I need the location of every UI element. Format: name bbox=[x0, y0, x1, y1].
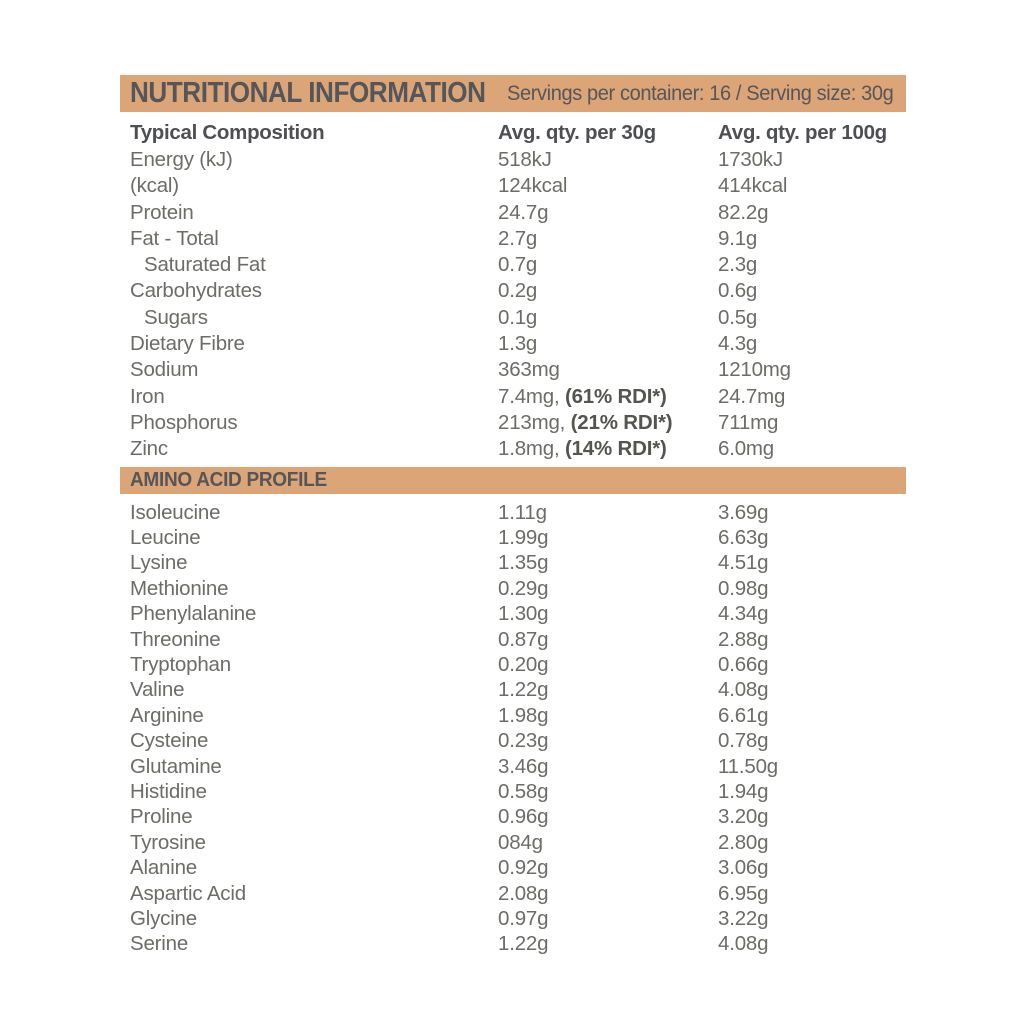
nutritional-information-header-bar bbox=[120, 75, 906, 112]
value-per-100g: 6.0mg bbox=[718, 437, 774, 461]
value-per-30g: 0.97g bbox=[498, 907, 549, 931]
row-label: Tyrosine bbox=[130, 830, 206, 854]
value-per-30g: 2.7g bbox=[498, 226, 538, 250]
value-per-30g: 0.92g bbox=[498, 856, 549, 880]
row-label: Threonine bbox=[130, 627, 221, 651]
amino-acid-row bbox=[120, 906, 906, 931]
value-per-100g: 0.98g bbox=[718, 576, 769, 600]
row-label: Carbohydrates bbox=[130, 279, 262, 303]
row-label: Zinc bbox=[130, 437, 168, 461]
nutrition-row bbox=[120, 278, 906, 304]
row-label: Glycine bbox=[130, 907, 197, 931]
amino-section-title: AMINO ACID PROFILE bbox=[130, 468, 327, 491]
value-per-100g: 4.34g bbox=[718, 602, 769, 626]
value-per-30g: 518kJ bbox=[498, 148, 552, 171]
value-per-30g: 0.2g bbox=[498, 279, 538, 303]
row-label: Sodium bbox=[130, 358, 199, 382]
value-per-30g: 1.99g bbox=[498, 525, 549, 549]
row-label: Leucine bbox=[130, 525, 201, 549]
value-per-100g: 3.06g bbox=[718, 856, 769, 880]
row-label: Sugars bbox=[144, 305, 208, 329]
value-per-30g: 363mg bbox=[498, 358, 560, 382]
amino-acid-row bbox=[120, 601, 906, 626]
amino-acid-row bbox=[120, 881, 906, 906]
row-label: Dietary Fibre bbox=[130, 332, 245, 356]
value-per-30g: 0.58g bbox=[498, 780, 549, 804]
value-per-30g: 1.30g bbox=[498, 602, 549, 626]
value-per-30g: 3.46g bbox=[498, 754, 549, 778]
value-per-30g: 213mg, (21% RDI*) bbox=[498, 410, 673, 434]
value-per-30g: 1.98g bbox=[498, 703, 549, 727]
row-label: (kcal) bbox=[130, 174, 179, 198]
value-per-30g: 124kcal bbox=[498, 174, 568, 198]
value-per-30g: 1.3g bbox=[498, 332, 538, 356]
nutrition-row bbox=[120, 331, 906, 357]
nutrition-row bbox=[120, 436, 906, 462]
nutrition-row bbox=[120, 252, 906, 278]
value-per-100g: 24.7mg bbox=[718, 384, 786, 408]
column-header-per-100g: Avg. qty. per 100g bbox=[718, 121, 887, 144]
value-per-100g: 0.5g bbox=[718, 305, 758, 329]
row-label: Cysteine bbox=[130, 729, 209, 753]
value-per-100g: 4.08g bbox=[718, 678, 769, 702]
amino-acid-row bbox=[120, 754, 906, 779]
amino-acid-row bbox=[120, 830, 906, 855]
value-per-100g: 3.20g bbox=[718, 805, 769, 829]
value-per-100g: 9.1g bbox=[718, 226, 758, 250]
row-label: Arginine bbox=[130, 703, 204, 727]
row-label: Energy (kJ) bbox=[130, 148, 233, 171]
row-label: Serine bbox=[130, 932, 189, 956]
amino-acid-row bbox=[120, 550, 906, 575]
value-per-30g: 0.1g bbox=[498, 305, 538, 329]
value-per-30g: 1.35g bbox=[498, 551, 549, 575]
value-per-30g: 0.29g bbox=[498, 576, 549, 600]
value-per-30g: 0.20g bbox=[498, 653, 549, 676]
value-per-100g: 4.51g bbox=[718, 551, 769, 575]
value-per-100g: 2.80g bbox=[718, 830, 769, 854]
column-header-per-30g: Avg. qty. per 30g bbox=[498, 121, 656, 144]
value-per-30g: 1.22g bbox=[498, 678, 549, 702]
value-per-100g: 6.95g bbox=[718, 881, 769, 905]
amino-acid-row bbox=[120, 652, 906, 677]
value-per-30g: 24.7g bbox=[498, 200, 549, 224]
amino-acid-row bbox=[120, 576, 906, 601]
value-per-30g: 0.96g bbox=[498, 805, 549, 829]
nutrition-panel bbox=[120, 75, 906, 957]
value-per-100g: 1730kJ bbox=[718, 148, 783, 171]
row-label: Alanine bbox=[130, 856, 197, 880]
value-per-100g: 1.94g bbox=[718, 780, 769, 804]
nutrition-row bbox=[120, 384, 906, 410]
row-label: Histidine bbox=[130, 780, 207, 804]
amino-acid-row bbox=[120, 779, 906, 804]
row-label: Lysine bbox=[130, 551, 188, 575]
amino-acid-rows bbox=[120, 500, 906, 957]
row-label: Valine bbox=[130, 678, 185, 702]
value-per-30g: 0.7g bbox=[498, 253, 538, 277]
row-label: Phenylalanine bbox=[130, 602, 257, 626]
value-per-30g: 084g bbox=[498, 830, 543, 854]
value-per-100g: 0.78g bbox=[718, 729, 769, 753]
nutrition-row bbox=[120, 226, 906, 252]
value-per-100g: 2.88g bbox=[718, 627, 769, 651]
value-per-100g: 2.3g bbox=[718, 253, 758, 277]
value-per-100g: 6.61g bbox=[718, 703, 769, 727]
value-per-30g: 0.87g bbox=[498, 627, 549, 651]
value-per-100g: 414kcal bbox=[718, 174, 788, 198]
value-per-100g: 4.3g bbox=[718, 332, 758, 356]
amino-acid-row bbox=[120, 525, 906, 550]
value-per-100g: 11.50g bbox=[718, 754, 778, 778]
value-per-100g: 3.69g bbox=[718, 500, 769, 524]
nutrition-rows bbox=[120, 147, 906, 463]
rdi-percentage: (21% RDI*) bbox=[565, 410, 673, 434]
rdi-percentage: (14% RDI*) bbox=[559, 437, 667, 461]
row-label: Iron bbox=[130, 384, 165, 408]
value-per-30g: 1.11g bbox=[498, 500, 547, 524]
section-title: NUTRITIONAL INFORMATION bbox=[130, 77, 486, 109]
servings-info: Servings per container: 16 / Serving size: 30g bbox=[507, 81, 894, 105]
amino-acid-row bbox=[120, 855, 906, 880]
value-per-30g: 2.08g bbox=[498, 881, 549, 905]
rdi-percentage: (61% RDI*) bbox=[559, 384, 667, 408]
amino-acid-row bbox=[120, 728, 906, 753]
nutrition-row bbox=[120, 410, 906, 436]
nutrition-row bbox=[120, 147, 906, 173]
nutrition-row bbox=[120, 173, 906, 199]
row-label: Proline bbox=[130, 805, 193, 829]
row-label: Tryptophan bbox=[130, 653, 231, 676]
amino-acid-row bbox=[120, 931, 906, 956]
value-per-30g: 1.22g bbox=[498, 932, 549, 956]
value-per-100g: 711mg bbox=[718, 410, 779, 434]
value-per-100g: 0.6g bbox=[718, 279, 758, 303]
row-label: Methionine bbox=[130, 576, 229, 600]
amino-acid-row bbox=[120, 627, 906, 652]
amino-acid-row bbox=[120, 677, 906, 702]
value-per-100g: 6.63g bbox=[718, 525, 769, 549]
value-per-100g: 4.08g bbox=[718, 932, 769, 956]
amino-acid-profile-header-bar bbox=[120, 467, 906, 494]
row-label: Protein bbox=[130, 200, 194, 224]
amino-acid-row bbox=[120, 500, 906, 525]
row-label: Fat - Total bbox=[130, 226, 219, 250]
row-label: Phosphorus bbox=[130, 410, 238, 434]
amino-acid-row bbox=[120, 703, 906, 728]
amino-acid-row bbox=[120, 804, 906, 829]
value-per-100g: 1210mg bbox=[718, 358, 791, 382]
row-label: Isoleucine bbox=[130, 500, 221, 524]
value-per-100g: 0.66g bbox=[718, 653, 769, 676]
value-per-30g: 0.23g bbox=[498, 729, 549, 753]
row-label: Aspartic Acid bbox=[130, 881, 246, 905]
row-label: Glutamine bbox=[130, 754, 222, 778]
value-per-100g: 3.22g bbox=[718, 907, 769, 931]
value-per-30g: 7.4mg, (61% RDI*) bbox=[498, 384, 667, 408]
column-header-row bbox=[120, 121, 906, 147]
value-per-30g: 1.8mg, (14% RDI*) bbox=[498, 437, 667, 461]
nutrition-row bbox=[120, 200, 906, 226]
value-per-100g: 82.2g bbox=[718, 200, 769, 224]
nutrition-row bbox=[120, 357, 906, 383]
nutrition-row bbox=[120, 305, 906, 331]
column-header-typical-composition: Typical Composition bbox=[130, 121, 325, 144]
row-label: Saturated Fat bbox=[144, 253, 266, 277]
